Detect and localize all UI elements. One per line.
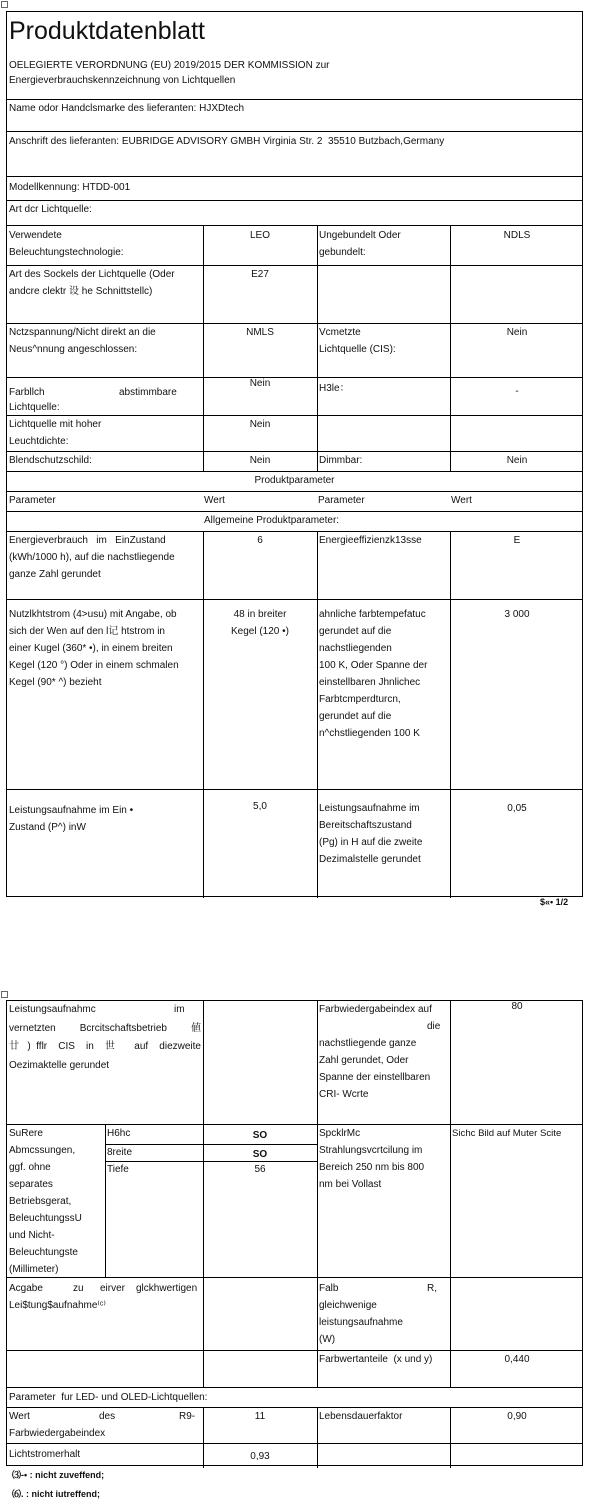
depth-value: 56	[254, 1164, 266, 1175]
supplier-name: Name odor Handclsmarke des lieferanten: HJXDtech	[9, 103, 245, 114]
supplier-name-row	[7, 99, 582, 132]
width-label: 8reite	[107, 1147, 133, 1158]
colour-temperature-label: ahnliche farbtempefatuc gerundet auf die nachstliegenden 100 K, Oder Spanne der einstellbaren Jhnlichec Farbtcmperdturcn, gerundet auf die n^chstliegenden 100 K	[319, 609, 428, 739]
r9-label-1b: des	[99, 1411, 116, 1422]
cri-label-2: die	[427, 1021, 441, 1032]
luminance-value: Nein	[249, 419, 271, 430]
r9-label-1c: R9-	[179, 1411, 196, 1422]
spectral-value: Sichc Bild auf Muter Scite	[452, 1128, 562, 1139]
networked-standby-label-3: 廿 ) fflr CIS in 世 auf diezweite	[9, 1041, 201, 1052]
standby-power-label: Leistungsaufnahme im Bereitschaftszustand (Pg) in H auf die zweite Dezimalstelle gerundet	[319, 803, 423, 865]
glare-row	[7, 451, 582, 472]
general-parameters-heading: Allgemeine Produktparameter:	[204, 515, 340, 526]
networked-standby-label-1a: Leistungsaufnahmc	[9, 1004, 96, 1015]
spectral-label: SpcklrMc Strahlungsvcrtcilung im Bereich 250 nm bis 800 nm bei Vollast	[319, 1128, 425, 1190]
page-number: $«• 1/2	[540, 897, 569, 907]
model-row	[7, 176, 582, 201]
equivalent-power-label-1a: Acgabe	[9, 1283, 43, 1294]
cri-label-1: Farbwiedergabeindex auf	[319, 1004, 432, 1015]
equivalent-power-row	[7, 1277, 582, 1351]
height-label: H6hc	[107, 1128, 131, 1139]
header-parameter-1: Parameter	[9, 495, 56, 506]
networked-standby-label-1b: im	[174, 1004, 185, 1015]
supplier-address-row	[7, 131, 582, 177]
on-mode-power-row	[7, 789, 582, 898]
dimensions-row	[7, 1124, 582, 1278]
chromaticity-r-label-2: gleichwenige leistungsaufnahme (W)	[319, 1300, 403, 1345]
socket-value: E27	[251, 269, 269, 280]
lumen-maintenance-value: 0,93	[250, 1451, 270, 1462]
on-mode-power-value: 5,0	[253, 801, 267, 812]
connected-label: Vcmetzte Lichtquelle (CIS):	[319, 327, 396, 355]
footnote-1: ⑶-• : nicht zuveffend;	[12, 1470, 105, 1480]
cri-label-3: nachstliegende ganze Zahl gerundet, Oder Spanne der einstellbaren CRI- Wcrte	[319, 1038, 431, 1100]
corner-mark	[1, 991, 8, 998]
cri-value: 80	[511, 1001, 523, 1012]
bundled-value: NDLS	[503, 230, 531, 241]
r9-value: 11	[254, 1411, 266, 1422]
h3-value: -	[515, 386, 519, 397]
dimensions-label: SuRere Abmcssungen, ggf. ohne separates Betriebsgerat, BeleuchtungssU und Nicht- Beleuchtungste (Millimeter)	[9, 1128, 82, 1275]
page-1-table	[6, 11, 583, 897]
dimmable-value: Nein	[506, 455, 528, 466]
colour-tunable-value: Nein	[249, 378, 271, 389]
dimmable-label: Dimmbar:	[319, 455, 363, 466]
energy-label-2: (kWh/1000 h), auf die nachstliegende ganze Zahl gerundet	[9, 552, 175, 580]
luminous-flux-label: Nutzlkhtstrom (4>usu) mit Angabe, ob sich der Wen auf den l记 htstrom in einer Kugel (360* •), in einem breiten Kegel (120 °) Oder in einem schmalen Kegel (90* ^) bezieht	[9, 609, 179, 688]
height-value: SO	[252, 1130, 268, 1141]
light-source-type-label: Art dcr Lichtquelle:	[9, 204, 92, 215]
chromaticity-label: Farbwertanteile (x und y)	[319, 1354, 433, 1365]
energy-label-1: Energieverbrauch im EinZustand	[9, 535, 166, 546]
connected-value: Nein	[506, 327, 528, 338]
r9-label-1a: Wert	[9, 1411, 30, 1422]
regulation-line-1: OELEGIERTE VERORDNUNG (EU) 2019/2015 DER KOMMISSION zur	[9, 60, 330, 71]
supplier-address: Anschrift des lieferanten: EUBRIDGE ADVISORY GMBH Virginia Str. 2 35510 Butzbach,Germany	[9, 136, 445, 147]
art-row	[7, 200, 582, 226]
depth-label: Tiefe	[107, 1164, 129, 1175]
h3-label: H3le：	[319, 383, 350, 394]
lumen-maintenance-row	[7, 1443, 582, 1468]
technology-label: Verwendete Beleuchtungstechnologie:	[9, 230, 124, 258]
lumen-maintenance-label: Lichtstromerhalt	[9, 1449, 81, 1460]
led-header-row	[7, 1387, 582, 1408]
regulation-line-2: Energieverbrauchskennzeichnung von Lichtquellen	[9, 75, 236, 86]
standby-power-value: 0,05	[507, 803, 527, 814]
luminance-label: Lichtquelle mit hoher Leuchtdichte:	[9, 419, 102, 447]
survival-factor-label: Lebensdauerfaktor	[319, 1411, 403, 1422]
networked-standby-label-2: vernetzten Bcrcitschaftsbetrieb 値	[9, 1023, 201, 1034]
led-parameters-heading: Parameter fur LED- und OLED-Lichtquellen:	[9, 1392, 208, 1403]
r9-label-2: Farbwiedergabeindex	[9, 1428, 106, 1439]
column-header-row	[7, 491, 582, 512]
efficiency-class-value: E	[513, 535, 521, 546]
luminance-row	[7, 415, 582, 452]
r9-row	[7, 1407, 582, 1444]
chromaticity-r-label-1b: R,	[427, 1283, 437, 1294]
mains-label: Nctzspannung/Nicht direkt an die Neus^nnung angeschlossen:	[9, 327, 156, 355]
equivalent-power-label-1b: zu	[73, 1283, 84, 1294]
energy-row	[7, 531, 582, 600]
chromaticity-r-label-1a: Falb	[319, 1283, 339, 1294]
technology-row	[7, 225, 582, 266]
luminous-flux-row	[7, 599, 582, 790]
networked-standby-label-4: Oezimaktelle gerundet	[9, 1060, 110, 1071]
header-value-2: Wert	[451, 495, 472, 506]
bundled-label: Ungebundelt Oder gebundelt:	[319, 230, 401, 258]
corner-mark	[1, 1, 8, 8]
page-title: Produktdatenblatt	[9, 17, 205, 45]
general-parameters-row	[7, 511, 582, 532]
colour-tunable-label-3: Lichtquelle:	[9, 402, 60, 413]
glare-label: Blendschutzschild:	[9, 455, 92, 466]
survival-factor-value: 0,90	[507, 1411, 527, 1422]
equivalent-power-label-1d: glckhwertigen	[136, 1283, 198, 1294]
glare-value: Nein	[249, 455, 271, 466]
header-value-1: Wert	[204, 495, 225, 506]
product-parameters-heading: Produktparameter	[254, 475, 335, 486]
socket-row	[7, 265, 582, 324]
efficiency-class-label: Energieeffizienzk13sse	[319, 535, 422, 546]
equivalent-power-label-2: Lei$tung$aufnahme⁽ᶜ⁾	[9, 1300, 106, 1311]
chromaticity-row	[7, 1350, 582, 1388]
equivalent-power-label-1c: eirver	[100, 1283, 126, 1294]
colour-temperature-value: 3 000	[504, 609, 530, 620]
networked-standby-row	[7, 1001, 582, 1124]
technology-value: LEO	[249, 230, 270, 241]
socket-label: Art des Sockels der Lichtquelle (Oder andcre clektr 设 he Schnittstellc)	[9, 269, 175, 297]
on-mode-power-label: Leistungsaufnahme im Ein • Zustand (P^) inW	[9, 805, 134, 833]
header-parameter-2: Parameter	[318, 495, 365, 506]
chromaticity-value: 0,440	[504, 1354, 530, 1365]
model-id: Modellkennung: HTDD-001	[9, 182, 131, 193]
footnote-2: ⑹. : nicht iutreffend;	[12, 1489, 100, 1499]
width-value: SO	[252, 1149, 268, 1160]
title-block	[7, 12, 582, 99]
mains-value: NMLS	[246, 327, 274, 338]
colour-tunable-label-1: Farbllch	[9, 387, 45, 398]
energy-value: 6	[257, 535, 263, 546]
colour-tunable-label-2: abstimmbare	[119, 387, 177, 398]
mains-row	[7, 323, 582, 378]
product-parameters-row	[7, 471, 582, 492]
page-2-table	[6, 1000, 583, 1466]
luminous-flux-value: 48 in breiter Kegel (120 •)	[231, 609, 289, 637]
colour-tunable-row	[7, 377, 582, 416]
